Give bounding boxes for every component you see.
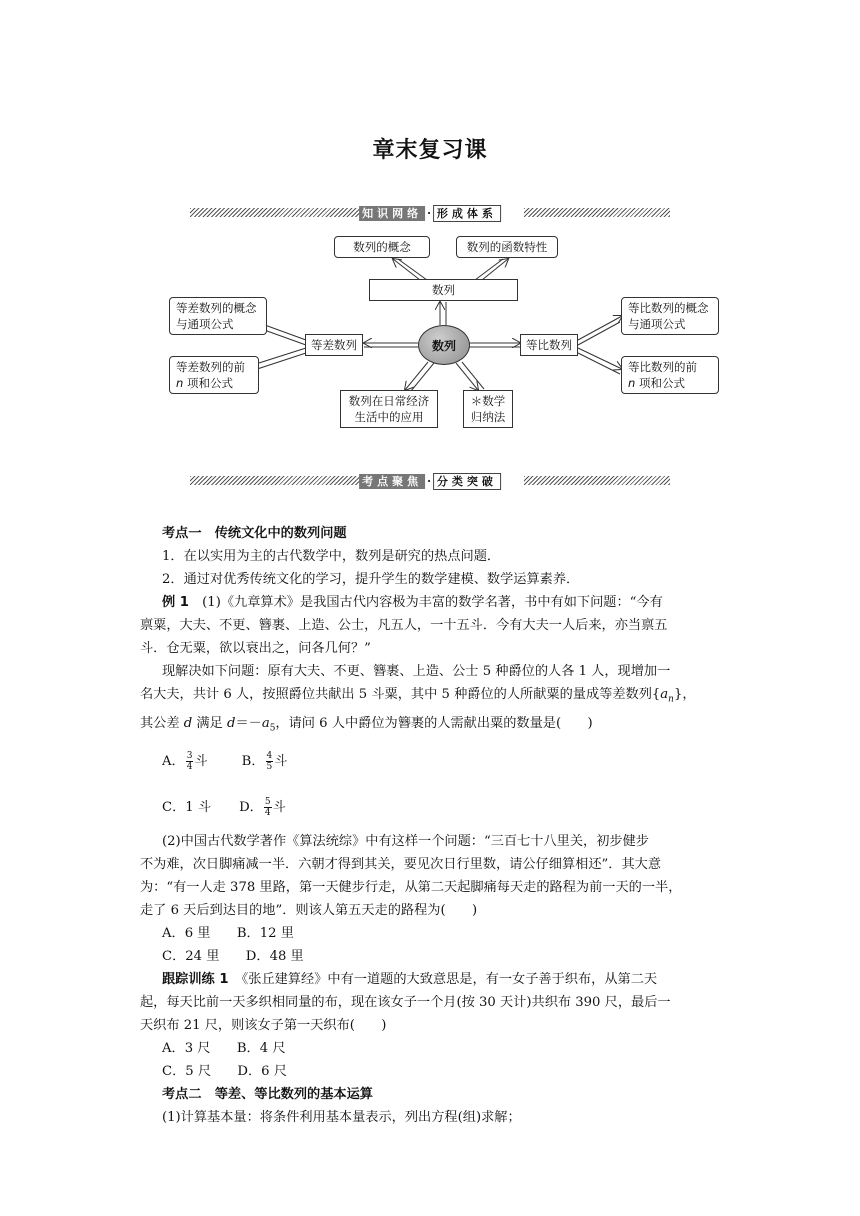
node-mathematical-induction: ＊数学 归纳法	[463, 390, 513, 428]
example-1-line-6: 其公差 d 满足 $d=-a_5$，请问 6 人中爵位为簪裹的人需献出粟的数量是( )	[140, 715, 593, 734]
example-1-line-3: 斗．仓无粟，欲以衰出之，问各几何？”	[140, 641, 371, 656]
example-1-options-ab: A． $\frac{3}{4}$ 斗 B． $\frac{4}{5}$ 斗	[162, 750, 288, 772]
topic-1-point-1: 1．在以实用为主的古代数学中，数列是研究的热点问题．	[162, 549, 501, 564]
banner-category-breakthrough: 分类突破	[433, 473, 501, 490]
section-banner-focus: 考点聚焦 · 分类突破	[190, 473, 670, 489]
node-arithmetic-definition: 等差数列的概念 与通项公式	[169, 297, 267, 335]
example-1-options-cd: C．1 斗 D． $\frac{5}{4}$ 斗	[162, 796, 286, 818]
banner-knowledge-network: 知识网络	[359, 206, 425, 221]
topic-2-point-1: (1)计算基本量：将条件利用基本量表示，列出方程(组)求解；	[162, 1110, 521, 1126]
example-1-part-2-options-cd: C．24 里 D．48 里	[162, 949, 304, 965]
document-body	[140, 522, 732, 1129]
practice-1-line-2: 起，每天比前一天多织相同量的布，现在该女子一个月(按 30 天计)共织布 390 尺，最后一	[140, 995, 671, 1011]
example-1-part-2-line-2: 不为难，次日脚痛减一半．六朝才得到其关，要见次日行里数，请公仔细算相还”．其大意	[140, 857, 662, 873]
node-sequence-function: 数列的函数特性	[456, 236, 558, 258]
fraction-3-4: $\frac{3}{4}$	[186, 750, 193, 772]
example-1-line-1: 例 1 (1)《九章算术》是我国古代内容极为丰富的数学名著，书中有如下问题：“今有	[162, 595, 663, 610]
node-economic-application: 数列在日常经济 生活中的应用	[340, 390, 438, 428]
example-1-line-4: 现解决如下问题：原有大夫、不更、簪裹、上造、公士 5 种爵位的人各 1 人，现增加一	[162, 664, 671, 679]
practice-1-line-1: 跟踪训练 1 《张丘建算经》中有一道题的大致意思是，有一女子善于织布，从第二天	[162, 972, 658, 988]
node-sequence-concept: 数列的概念	[334, 236, 430, 258]
topic-1-point-2: 2．通过对优秀传统文化的学习，提升学生的数学建模、数学运算素养．	[162, 572, 580, 587]
example-1-part-2-line-3: 为：“有一人走 378 里路，第一天健步行走，从第二天起脚痛每天走的路程为前一天的一半，	[140, 880, 682, 896]
topic-1-heading: 考点一 传统文化中的数列问题	[162, 526, 347, 541]
topic-2-heading: 考点二 等差、等比数列的基本运算	[162, 1087, 373, 1103]
section-banner-knowledge: 知识网络 · 形成体系	[190, 205, 670, 221]
node-arithmetic-sequence: 等差数列	[305, 334, 363, 356]
node-geometric-sum: 等比数列的前 n 项和公式	[621, 356, 719, 394]
practice-1-line-3: 天织布 21 尺，则该女子第一天织布( )	[140, 1018, 387, 1034]
example-1-part-2-options-ab: A．6 里 B．12 里	[162, 926, 294, 942]
fraction-5-4: $\frac{5}{4}$	[264, 796, 271, 818]
example-1-line-5: 名大夫，共计 6 人，按照爵位共献出 5 斗粟，其中 5 种爵位的人所献粟的量成等差数列$\{a_n\}$，	[140, 687, 696, 705]
page-title: 章末复习课	[372, 138, 488, 163]
banner-focus-points: 考点聚焦	[359, 474, 425, 489]
practice-1-options-ab: A．3 尺 B．4 尺	[162, 1041, 286, 1057]
node-geometric-sequence: 等比数列	[520, 334, 578, 356]
node-center-sequence: 数列	[418, 325, 470, 365]
banner-form-system: 形成体系	[433, 205, 501, 222]
node-arithmetic-sum: 等差数列的前 n 项和公式	[169, 356, 259, 394]
example-1-part-2-line-1: (2)中国古代数学著作《算法统综》中有这样一个问题：“三百七十八里关，初步健步	[162, 834, 649, 850]
practice-1-options-cd: C．5 尺 D．6 尺	[162, 1064, 287, 1080]
node-sequence-bar: 数列	[369, 279, 518, 301]
fraction-4-5: $\frac{4}{5}$	[266, 750, 273, 772]
example-1-part-2-line-4: 走了 6 天后到达目的地”．则该人第五天走的路程为( )	[140, 903, 478, 919]
node-geometric-definition: 等比数列的概念 与通项公式	[621, 297, 719, 335]
example-1-line-2: 禀粟，大夫、不更、簪裹、上造、公士，凡五人，一十五斗．今有大夫一人后来，亦当禀五	[140, 618, 668, 633]
